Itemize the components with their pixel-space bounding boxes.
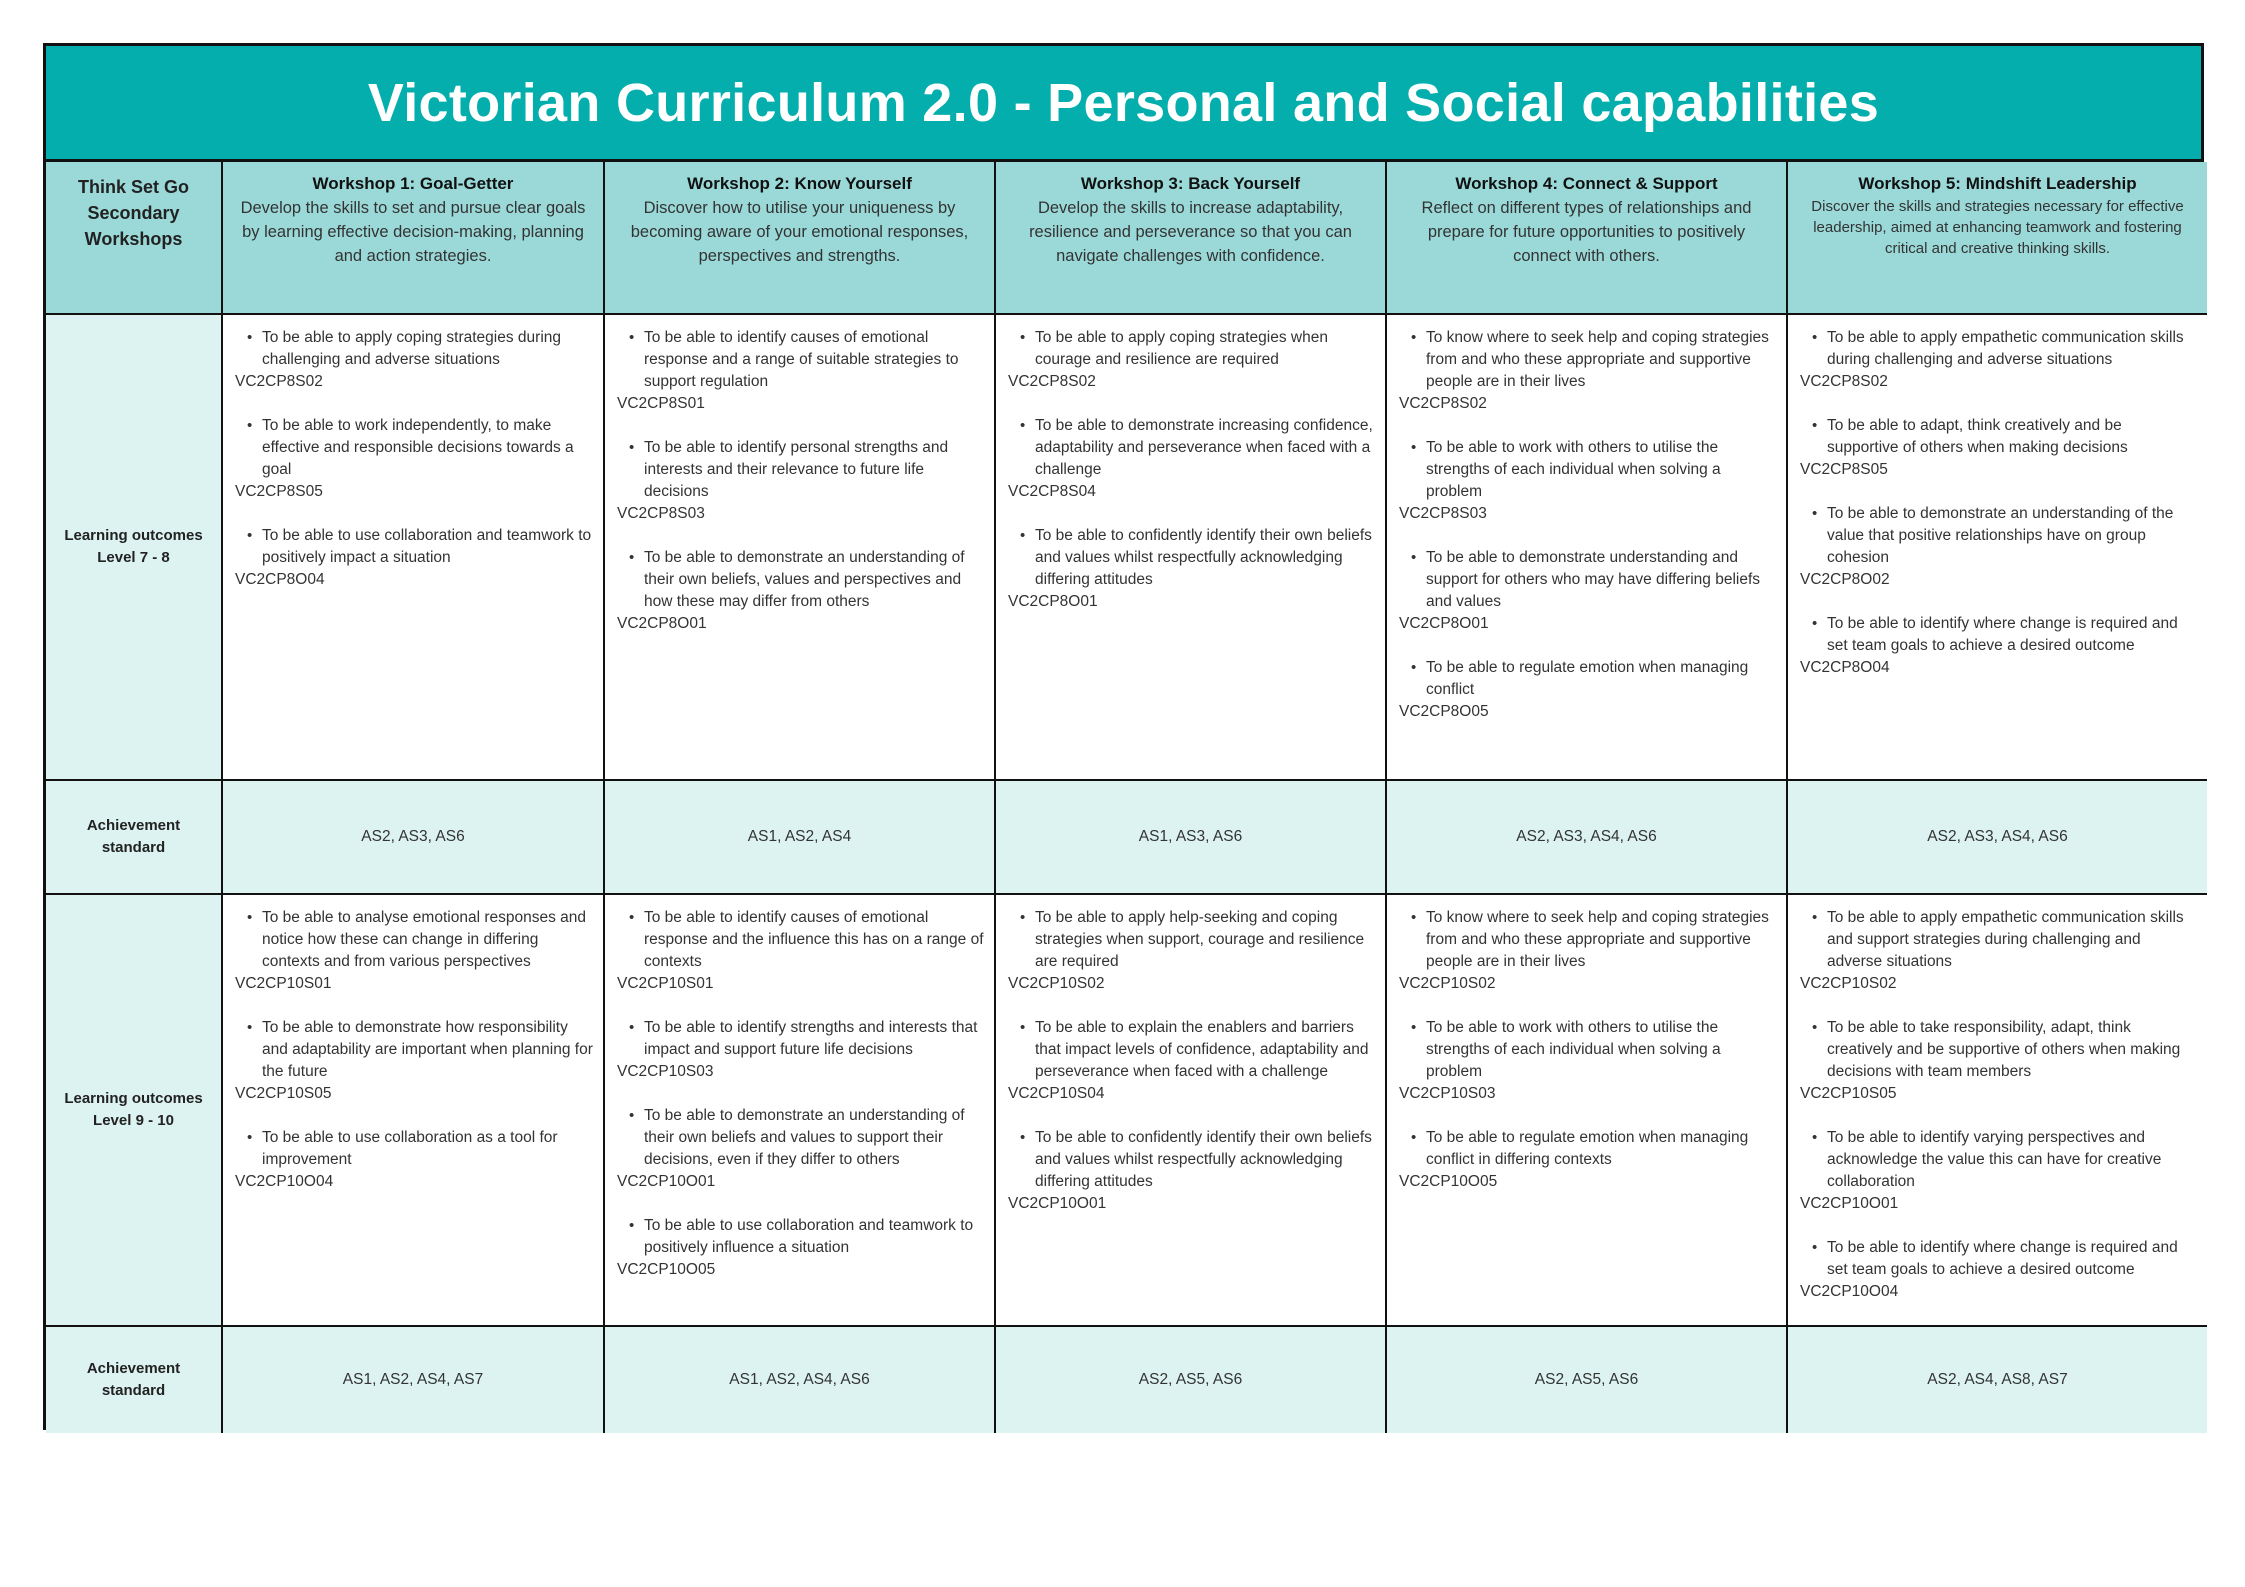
outcomes-cell bbox=[222, 314, 604, 780]
list-item bbox=[1800, 1017, 2197, 1105]
outcomes-list bbox=[1788, 895, 2207, 1303]
list-item bbox=[1800, 1127, 2197, 1215]
outcome-code: VC2CP10O05 bbox=[617, 1261, 716, 1278]
row-label-as-7-8 bbox=[46, 780, 222, 894]
outcome-text: • To be able to take responsibility, adapt, think creatively and be supportive of others when making decisions with team members bbox=[1800, 1017, 2197, 1083]
outcome-text: • To be able to identify causes of emotional response and a range of suitable strategies to support regulation bbox=[617, 327, 984, 393]
achievement-standard-cell bbox=[604, 1326, 995, 1433]
achievement-standard-value: AS2, AS5, AS6 bbox=[1138, 1371, 1243, 1388]
row-label-workshops: Think Set Go Secondary Workshops bbox=[46, 162, 222, 314]
workshop-header-cell bbox=[1386, 162, 1787, 314]
achievement-standard-value: AS2, AS5, AS6 bbox=[1534, 1371, 1639, 1388]
row-label-line: standard bbox=[101, 1382, 166, 1399]
outcome-text: • To be able to identify strengths and interests that impact and support future life decisions bbox=[617, 1017, 984, 1061]
achievement-standard-value: AS2, AS3, AS4, AS6 bbox=[1927, 828, 2068, 845]
achievement-standard-cell bbox=[1386, 1326, 1787, 1433]
row-label-line: standard bbox=[101, 839, 166, 856]
list-item bbox=[617, 547, 984, 635]
outcome-text: • To be able to use collaboration and teamwork to positively impact a situation bbox=[235, 525, 593, 569]
outcome-code: VC2CP10O04 bbox=[1800, 1283, 1899, 1300]
workshop-description: Discover how to utilise your uniqueness by becoming aware of your emotional responses, perspectives and strengths. bbox=[630, 199, 969, 265]
list-item bbox=[235, 415, 593, 503]
list-item bbox=[1399, 437, 1776, 525]
outcome-text: • To be able to demonstrate an understanding of the value that positive relationships have on group cohesion bbox=[1800, 503, 2197, 569]
outcome-text: • To be able to apply coping strategies when courage and resilience are required bbox=[1008, 327, 1375, 371]
outcome-code: VC2CP8O01 bbox=[617, 615, 707, 632]
outcome-code: VC2CP8S01 bbox=[617, 395, 705, 412]
achievement-standard-cell bbox=[995, 1326, 1386, 1433]
outcomes-list bbox=[223, 895, 603, 1193]
list-item bbox=[235, 907, 593, 995]
outcome-code: VC2CP8S05 bbox=[235, 483, 323, 500]
outcome-text: • To be able to identify causes of emotional response and the influence this has on a range of contexts bbox=[617, 907, 984, 973]
list-item bbox=[235, 1127, 593, 1193]
outcomes-cell bbox=[1787, 314, 2207, 780]
outcomes-cell bbox=[995, 894, 1386, 1326]
workshop-header bbox=[996, 162, 1385, 268]
outcome-text: • To be able to demonstrate understanding and support for others who may have differing beliefs and values bbox=[1399, 547, 1776, 613]
outcome-text: • To be able to identify where change is required and set team goals to achieve a desired outcome bbox=[1800, 613, 2197, 657]
outcome-text: • To be able to work with others to utilise the strengths of each individual when solving a problem bbox=[1399, 437, 1776, 503]
curriculum-table-sheet bbox=[43, 43, 2204, 1430]
list-item bbox=[1399, 547, 1776, 635]
row-label-line: Level 7 - 8 bbox=[97, 549, 170, 566]
list-item bbox=[617, 437, 984, 525]
outcomes-list bbox=[996, 315, 1385, 613]
learning-outcomes-7-8-row bbox=[46, 314, 2207, 780]
outcome-code: VC2CP10S01 bbox=[617, 975, 714, 992]
list-item bbox=[1800, 327, 2197, 393]
outcomes-cell bbox=[604, 314, 995, 780]
workshop-header bbox=[1788, 162, 2207, 259]
outcomes-list bbox=[1387, 315, 1786, 723]
outcome-code: VC2CP10S05 bbox=[1800, 1085, 1897, 1102]
page-title: Victorian Curriculum 2.0 - Personal and Social capabilities bbox=[367, 72, 1880, 133]
list-item bbox=[1800, 415, 2197, 481]
outcome-code: VC2CP8O01 bbox=[1008, 593, 1098, 610]
outcome-code: VC2CP8O01 bbox=[1399, 615, 1489, 632]
outcomes-list bbox=[605, 315, 994, 635]
list-item bbox=[1008, 525, 1375, 613]
outcome-code: VC2CP10O01 bbox=[1800, 1195, 1899, 1212]
achievement-standard-cell bbox=[1386, 780, 1787, 894]
list-item bbox=[617, 327, 984, 415]
list-item bbox=[1008, 327, 1375, 393]
list-item bbox=[617, 907, 984, 995]
workshop-header bbox=[223, 162, 603, 268]
outcome-code: VC2CP8S02 bbox=[1399, 395, 1487, 412]
outcomes-cell bbox=[604, 894, 995, 1326]
achievement-standard-value: AS2, AS4, AS8, AS7 bbox=[1927, 1371, 2068, 1388]
learning-outcomes-9-10-row bbox=[46, 894, 2207, 1326]
outcome-code: VC2CP10S02 bbox=[1800, 975, 1897, 992]
workshop-title: Workshop 4: Connect & Support bbox=[1455, 174, 1718, 193]
outcome-text: • To be able to work with others to utilise the strengths of each individual when solving a problem bbox=[1399, 1017, 1776, 1083]
list-item bbox=[235, 525, 593, 591]
outcome-text: • To be able to analyse emotional responses and notice how these can change in differing contexts and from various perspectives bbox=[235, 907, 593, 973]
achievement-standard-9-10-row bbox=[46, 1326, 2207, 1433]
row-label-line: Achievement bbox=[86, 1360, 181, 1377]
workshop-description: Reflect on different types of relationships and prepare for future opportunities to positively connect with others. bbox=[1421, 199, 1752, 265]
outcomes-list bbox=[996, 895, 1385, 1215]
list-item bbox=[1008, 1017, 1375, 1105]
workshop-title: Workshop 2: Know Yourself bbox=[687, 174, 912, 193]
workshop-title: Workshop 3: Back Yourself bbox=[1080, 174, 1301, 193]
workshop-header-cell bbox=[222, 162, 604, 314]
list-item bbox=[1399, 907, 1776, 995]
outcome-code: VC2CP8S03 bbox=[617, 505, 705, 522]
row-label-as-9-10 bbox=[46, 1326, 222, 1433]
outcomes-list bbox=[605, 895, 994, 1281]
outcome-code: VC2CP10S03 bbox=[617, 1063, 714, 1080]
achievement-standard-cell bbox=[222, 780, 604, 894]
achievement-standard-value: AS1, AS2, AS4, AS7 bbox=[342, 1371, 484, 1388]
outcomes-cell bbox=[222, 894, 604, 1326]
outcome-text: • To be able to work independently, to make effective and responsible decisions towards a goal bbox=[235, 415, 593, 481]
outcomes-list bbox=[1387, 895, 1786, 1193]
achievement-standard-cell bbox=[1787, 780, 2207, 894]
list-item bbox=[1008, 907, 1375, 995]
outcome-code: VC2CP8S04 bbox=[1008, 483, 1096, 500]
outcome-text: • To be able to use collaboration and teamwork to positively influence a situation bbox=[617, 1215, 984, 1259]
achievement-standard-cell bbox=[222, 1326, 604, 1433]
outcome-code: VC2CP8S02 bbox=[1008, 373, 1096, 390]
achievement-standard-value: AS1, AS2, AS4 bbox=[747, 828, 852, 845]
row-label-line: Learning outcomes bbox=[64, 1090, 203, 1107]
curriculum-table bbox=[46, 162, 2207, 1433]
outcome-text: • To be able to apply coping strategies during challenging and adverse situations bbox=[235, 327, 593, 371]
outcome-text: • To be able to explain the enablers and barriers that impact levels of confidence, adaptability and perseverance when faced with a challenge bbox=[1008, 1017, 1375, 1083]
outcome-text: • To be able to confidently identify their own beliefs and values whilst respectfully acknowledging differing attitudes bbox=[1008, 525, 1375, 591]
outcome-text: • To know where to seek help and coping strategies from and who these appropriate and supportive people are in their lives bbox=[1399, 907, 1776, 973]
list-item bbox=[1008, 415, 1375, 503]
outcome-text: • To know where to seek help and coping strategies from and who these appropriate and supportive people are in their lives bbox=[1399, 327, 1776, 393]
outcome-text: • To be able to demonstrate an understanding of their own beliefs and values to support their decisions, even if they differ to others bbox=[617, 1105, 984, 1171]
row-label-lo-7-8 bbox=[46, 314, 222, 780]
workshop-title: Workshop 1: Goal-Getter bbox=[312, 174, 514, 193]
outcome-code: VC2CP10O01 bbox=[617, 1173, 716, 1190]
outcomes-list bbox=[223, 315, 603, 591]
workshop-description: Develop the skills to set and pursue clear goals by learning effective decision-making, planning and action strategies. bbox=[240, 199, 586, 265]
list-item bbox=[1399, 657, 1776, 723]
achievement-standard-value: AS2, AS3, AS4, AS6 bbox=[1516, 828, 1657, 845]
outcomes-cell bbox=[1787, 894, 2207, 1326]
achievement-standard-value: AS1, AS3, AS6 bbox=[1138, 828, 1243, 845]
list-item bbox=[1800, 907, 2197, 995]
outcome-code: VC2CP8S05 bbox=[1800, 461, 1888, 478]
achievement-standard-cell bbox=[604, 780, 995, 894]
outcome-code: VC2CP8S03 bbox=[1399, 505, 1487, 522]
outcome-code: VC2CP10S04 bbox=[1008, 1085, 1105, 1102]
outcome-text: • To be able to identify personal strengths and interests and their relevance to future life decisions bbox=[617, 437, 984, 503]
outcome-text: • To be able to apply help-seeking and coping strategies when support, courage and resilience are required bbox=[1008, 907, 1375, 973]
outcome-text: • To be able to regulate emotion when managing conflict bbox=[1399, 657, 1776, 701]
list-item bbox=[1800, 503, 2197, 591]
achievement-standard-7-8-row bbox=[46, 780, 2207, 894]
outcome-code: VC2CP10O05 bbox=[1399, 1173, 1498, 1190]
outcomes-list bbox=[1788, 315, 2207, 679]
outcome-code: VC2CP10S03 bbox=[1399, 1085, 1496, 1102]
outcome-text: • To be able to identify varying perspectives and acknowledge the value this can have for creative collaboration bbox=[1800, 1127, 2197, 1193]
workshop-header-cell bbox=[604, 162, 995, 314]
outcomes-cell bbox=[1386, 314, 1787, 780]
outcome-code: VC2CP10S02 bbox=[1008, 975, 1105, 992]
outcomes-cell bbox=[1386, 894, 1787, 1326]
achievement-standard-value: AS2, AS3, AS6 bbox=[361, 828, 465, 845]
workshop-header-cell bbox=[1787, 162, 2207, 314]
outcome-text: • To be able to adapt, think creatively and be supportive of others when making decisions bbox=[1800, 415, 2197, 459]
outcome-text: • To be able to regulate emotion when managing conflict in differing contexts bbox=[1399, 1127, 1776, 1171]
outcome-code: VC2CP10O01 bbox=[1008, 1195, 1107, 1212]
outcome-code: VC2CP8S02 bbox=[1800, 373, 1888, 390]
outcome-code: VC2CP8O02 bbox=[1800, 571, 1890, 588]
outcome-code: VC2CP10S05 bbox=[235, 1085, 332, 1102]
outcome-code: VC2CP10O04 bbox=[235, 1173, 334, 1190]
list-item bbox=[1399, 1017, 1776, 1105]
row-label-line: Achievement bbox=[86, 817, 181, 834]
workshop-title: Workshop 5: Mindshift Leadership bbox=[1858, 174, 2137, 193]
outcome-text: • To be able to use collaboration as a tool for improvement bbox=[235, 1127, 593, 1171]
outcome-text: • To be able to apply empathetic communication skills and support strategies during challenging and adverse situations bbox=[1800, 907, 2197, 973]
list-item bbox=[1800, 1237, 2197, 1303]
list-item bbox=[1800, 613, 2197, 679]
workshop-header-row bbox=[46, 162, 2207, 314]
workshop-header-cell bbox=[995, 162, 1386, 314]
list-item bbox=[617, 1215, 984, 1281]
outcomes-cell bbox=[995, 314, 1386, 780]
outcome-code: VC2CP8S02 bbox=[235, 373, 323, 390]
outcome-code: VC2CP8O04 bbox=[1800, 659, 1890, 676]
list-item bbox=[1399, 327, 1776, 415]
outcome-text: • To be able to demonstrate how responsibility and adaptability are important when planning for the future bbox=[235, 1017, 593, 1083]
outcome-text: • To be able to apply empathetic communication skills during challenging and adverse situations bbox=[1800, 327, 2197, 371]
workshop-description: Discover the skills and strategies necessary for effective leadership, aimed at enhancing teamwork and fostering critical and creative thinking skills. bbox=[1811, 198, 2184, 257]
outcome-code: VC2CP10S02 bbox=[1399, 975, 1496, 992]
row-label-line: Learning outcomes bbox=[64, 527, 203, 544]
row-label-lo-9-10 bbox=[46, 894, 222, 1326]
title-bar bbox=[46, 46, 2201, 162]
outcome-text: • To be able to confidently identify their own beliefs and values whilst respectfully acknowledging differing attitudes bbox=[1008, 1127, 1375, 1193]
outcome-code: VC2CP8O04 bbox=[235, 571, 325, 588]
list-item bbox=[235, 327, 593, 393]
achievement-standard-value: AS1, AS2, AS4, AS6 bbox=[729, 1371, 870, 1388]
achievement-standard-cell bbox=[995, 780, 1386, 894]
list-item bbox=[617, 1105, 984, 1193]
outcome-text: • To be able to demonstrate an understanding of their own beliefs, values and perspectives and how these may differ from others bbox=[617, 547, 984, 613]
row-label-line: Level 9 - 10 bbox=[93, 1112, 174, 1129]
outcome-text: • To be able to demonstrate increasing confidence, adaptability and perseverance when faced with a challenge bbox=[1008, 415, 1375, 481]
list-item bbox=[617, 1017, 984, 1083]
workshop-header bbox=[605, 162, 994, 268]
list-item bbox=[1399, 1127, 1776, 1193]
outcome-code: VC2CP10S01 bbox=[235, 975, 332, 992]
outcome-code: VC2CP8O05 bbox=[1399, 703, 1489, 720]
achievement-standard-cell bbox=[1787, 1326, 2207, 1433]
workshop-header bbox=[1387, 162, 1786, 268]
workshop-description: Develop the skills to increase adaptability, resilience and perseverance so that you can navigate challenges with confidence. bbox=[1029, 199, 1352, 265]
list-item bbox=[235, 1017, 593, 1105]
list-item bbox=[1008, 1127, 1375, 1215]
outcome-text: • To be able to identify where change is required and set team goals to achieve a desired outcome bbox=[1800, 1237, 2197, 1281]
